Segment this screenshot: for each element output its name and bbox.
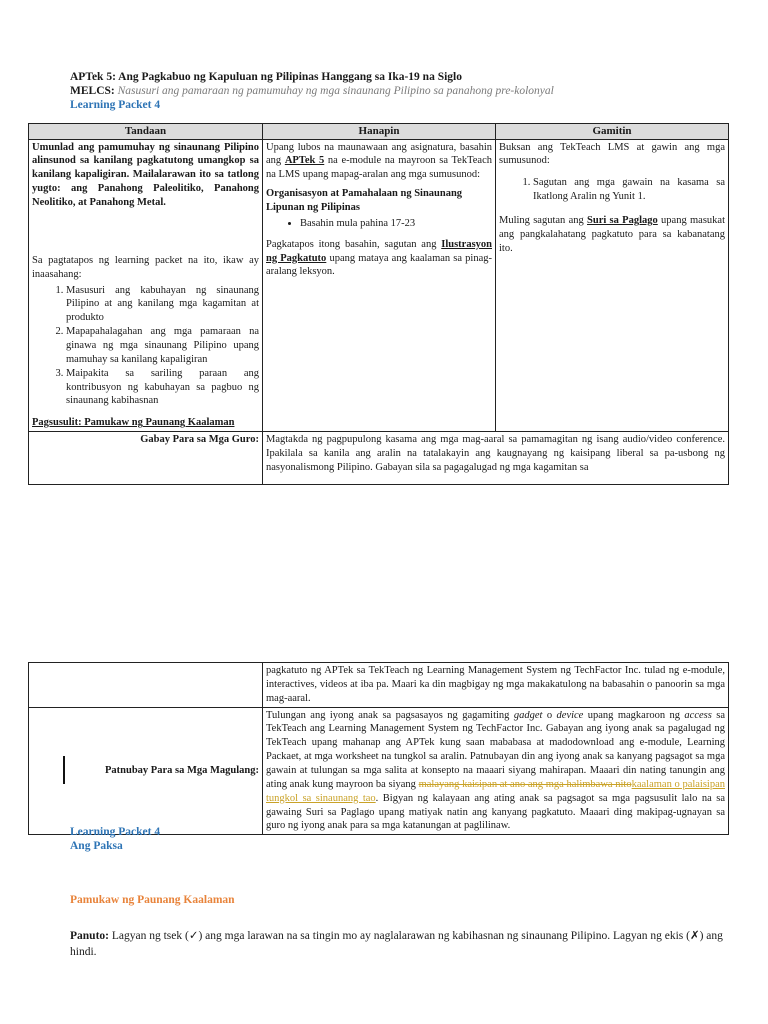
patnubay-text: access [684, 709, 712, 721]
col-header-gamitin: Gamitin [496, 124, 729, 140]
hanapin-topic: Organisasyon at Pamahalaan ng Sinaunang Lipunan ng Pilipinas [266, 188, 463, 213]
panuto-label: Panuto: [70, 930, 109, 942]
hanapin-text: upang mataya ang kaalaman sa pinag-aralang leksyon. [266, 252, 492, 278]
hanapin-p2 [266, 238, 492, 280]
learning-packet-label: Learning Packet 4 [70, 99, 161, 111]
patnubay-text: upang magkaroon ng [583, 709, 685, 721]
patnubay-cell [263, 707, 729, 835]
gamitin-p2 [499, 214, 725, 256]
panuto-text: Lagyan ng tsek (✓) ang mga larawan na sa tingin mo ay naglalarawan ng kabihasnan ng sinaunang Pilipino. Lagyan ng ekis (✗) ang hindi. [70, 930, 723, 958]
patnubay-text: device [556, 709, 584, 721]
suri-sa-paglago-link[interactable]: Suri sa Paglago [587, 214, 658, 226]
objective-item: 3. Maipakita sa sariling paraan ang kontribusyon ng kabuhayan sa pagbuo ng sinaunang kabihasnan [66, 367, 259, 409]
text-cursor [63, 756, 65, 784]
hanapin-cell [263, 139, 496, 432]
gamitin-cell [496, 139, 729, 432]
objectives-list [32, 284, 259, 409]
ilustrasyon-link[interactable]: Ilustrasyon ng Pagkatuto [266, 238, 492, 264]
patnubay-text: sa TekTeach ang Learning Management System ng TechFactor Inc. Gabayan ang iyong anak sa pagalugad ng TekTeach upang mahanap ang APTek kung saan mababasa at madodownload ang e-module, Learning Packaet, at mga worksheet na tungkol sa aralin. Patnubayan din ang iyong anak sa kanyang pagsagot sa mga gawain at tulungan sa mga salita at konsepto na maaari siyang mahirapan. Maaari din nating tanungin ang ating anak kung mayroon ba siyang [266, 709, 725, 790]
melcs-label: MELCS: [70, 85, 115, 97]
guidance-table [28, 662, 729, 835]
gabay-text: Magtakda ng pagpupulong kasama ang mga mag-aaral sa pamamagitan ng isang audio/video conference. Ipakilala sa kanila ang aralin na tatalakayin ang kaugnayang ng kaisipang liberal sa pa-usbong ng nasyonalismong Pilipino. Gabayan sila sa pagagalugad ng mga kagamitan sa [266, 434, 725, 473]
document-title: APTek 5: Ang Pagkabuo ng Kapuluan ng Pilipinas Hanggang sa Ika-19 na Siglo [70, 71, 462, 83]
empty-label-cell [29, 663, 263, 708]
tracked-deletion: malayang kaisipan at ano ang mga halimbawa nito [418, 778, 632, 790]
hanapin-p1 [266, 141, 492, 183]
col-header-tandaan: Tandaan [29, 124, 263, 140]
hanapin-text: na e-module na mayroon sa TekTeach na LMS upang mapag-aralan ang mga sumusunod: [266, 155, 492, 181]
section-packet-label: Learning Packet 4 [70, 826, 161, 838]
gamitin-step: 1. Sagutan ang mga gawain na kasama sa Ikatlong Aralin ng Yunit 1. [533, 176, 725, 204]
gabay-label: Gabay Para sa Mga Guro: [29, 432, 263, 485]
melcs-text: Nasusuri ang pamaraan ng pamumuhay ng mga sinaunang Pilipino sa panahong pre-kolonyal [117, 85, 554, 97]
patnubay-label: Patnubay Para sa Mga Magulang: [29, 707, 263, 835]
gamitin-p1: Buksan ang TekTeach LMS at gawin ang mga sumusunod: [499, 141, 725, 167]
lesson-table [28, 123, 729, 485]
melcs-line [70, 84, 554, 99]
hanapin-text: Upang lubos na maunawaan ang asignatura, basahin ang [266, 141, 492, 167]
col-header-hanapin: Hanapin [263, 124, 496, 140]
gamitin-text: Muling sagutan ang [499, 214, 588, 226]
aptek-5-link[interactable]: APTek 5 [284, 155, 325, 167]
patnubay-text: o [542, 709, 557, 721]
tandaan-cell [29, 139, 263, 432]
objective-item: 2. Mapapahalagahan ang mga pamaraan na ginawa ng mga sinaunang Pilipino upang mamuhay sa kanilang kapaligiran [66, 325, 259, 367]
section-paksa-label: Ang Paksa [70, 840, 123, 852]
hanapin-bullet: • Basahin mula pahina 17-23 [300, 217, 492, 231]
tracked-insertion: kaalaman o palaisipan tungkol sa sinaunang tao [266, 778, 726, 804]
patnubay-text: gadget [513, 709, 543, 721]
section-pamukaw-heading: Pamukaw ng Paunang Kaalaman [70, 894, 235, 906]
patnubay-text: Tulungan ang iyong anak sa pagsasayos ng gagamiting [266, 709, 514, 721]
tandaan-intro: Umunlad ang pamumuhay ng sinaunang Pilipino alinsunod sa kanilang pagkatutong umangkop sa kanilang kapaligiran. Mailalarawan ito sa tatlong yugto: ang Panahong Paleolitiko, Panahong Neolitiko, at Panahong Metal. [32, 141, 259, 208]
gabay-cell [263, 432, 729, 485]
gamitin-steps [499, 176, 725, 204]
panuto-instructions [70, 929, 730, 960]
gabay-continued: pagkatuto ng APTek sa TekTeach ng Learning Management System ng TechFactor Inc. tulad ng e-module, interactives, videos at iba pa. Maari ka din magbigay ng mga makakatulong na babasahin o panoorin sa mga mag-aaral. [263, 663, 729, 708]
objective-item: 1. Masusuri ang kabuhayan ng sinaunang Pilipino at ang kanilang mga kagamitan at produkto [66, 284, 259, 326]
hanapin-bullets [266, 217, 492, 231]
gamitin-text: upang masukat ang pangkalahatang pagkatuto para sa kabanatang ito. [499, 214, 725, 254]
pagsusulit-link[interactable]: Pagsusulit: Pamukaw ng Paunang Kaalaman [32, 417, 235, 429]
hanapin-text: Pagkatapos itong basahin, sagutan ang [266, 238, 442, 250]
patnubay-text: . Bigyan ng kalayaan ang ating anak sa pagsagot sa mga pagsusulit lalo na sa gawaing Suri sa Paglago upang matiyak natin ang kanyang pagkatuto. Maaari ding makipag-ugnayan sa guro ng iyong anak para sa mga katanungan at paglilinaw. [266, 792, 725, 832]
objectives-lead: Sa pagtatapos ng learning packet na ito, ikaw ay inaasahang: [32, 254, 259, 280]
